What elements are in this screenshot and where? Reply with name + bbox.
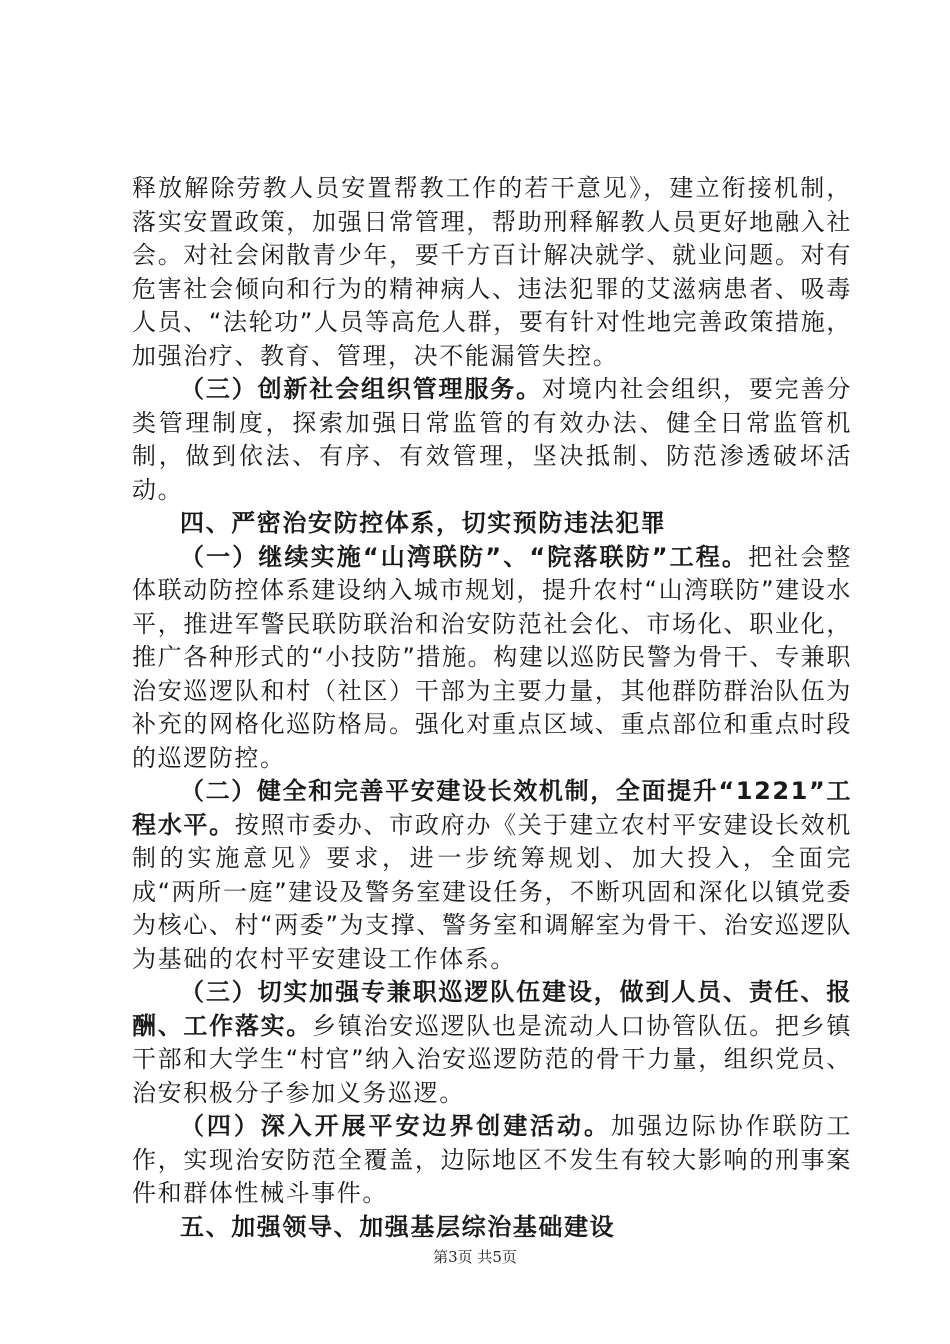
paragraph-text: 按照市委办、市政府办《关于建立农村平安建设长效机制的实施意见》要求，进一步统筹规划、加大投入，全面完成“两所一庭”建设及警务室建设任务，不断巩固和深化以镇党委为核心、村“两委”为支撑、警务室和调解室为骨干、治安巡逻队为基础的农村平安建设工作体系。 — [132, 810, 852, 973]
paragraph-lead: （四）深入开展平安边界创建活动。 — [180, 1112, 611, 1140]
paragraph-lead: （一）继续实施“山湾联防”、“院落联防”工程。 — [180, 542, 748, 571]
paragraph-lead: （三）切实加强专兼职巡逻队伍建设，做到人员、责任、报酬、工作落实。 — [132, 978, 852, 1040]
paragraph-text: 乡镇治安巡逻队也是流动人口协管队伍。把乡镇干部和大学生“村官”纳入治安巡逻防范的骨干力量，组织党员、治安积极分子参加义务巡逻。 — [132, 1011, 852, 1107]
paragraph-lead: （三）创新社会组织管理服务。 — [180, 375, 542, 403]
paragraph-text: 对境内社会组织，要完善分类管理制度，探索加强日常监管的有效办法、健全日常监管机制，做到依法、有序、有效管理，坚决抵制、防范渗透破坏活动。 — [132, 375, 852, 504]
section-heading-5: 五、加强领导、加强基层综治基础建设 — [180, 1212, 616, 1241]
paragraph-continuation — [132, 172, 852, 373]
paragraph-social-org-management — [132, 373, 852, 507]
paragraph-text: 把社会整体联动防控体系建设纳入城市规划，提升农村“山湾联防”建设水平，推进军警民联防联治和治安防范社会化、市场化、职业化，推广各种形式的“小技防”措施。构建以巡防民警为骨干、专兼职治安巡逻队和村（社区）干部为主要力量，其他群防群治队伍为补充的网格化巡防格局。强化对重点区域、重点部位和重点时段的巡逻防控。 — [132, 542, 852, 772]
paragraph-joint-defense — [132, 541, 852, 776]
paragraph-patrol-team — [132, 976, 852, 1110]
paragraph-text: 释放解除劳教人员安置帮教工作的若干意见》，建立衔接机制，落实安置政策，加强日常管理，帮助刑释解教人员更好地融入社会。对社会闲散青少年，要千方百计解决就学、就业问题。对有危害社会倾向和行为的精神病人、违法犯罪的艾滋病患者、吸毒人员、“法轮功”人员等高危人群，要有针对性地完善政策措施，加强治疗、教育、管理，决不能漏管失控。 — [132, 174, 852, 370]
paragraph-text: 加强边际协作联防工作，实现治安防范全覆盖，边际地区不发生有较大影响的刑事案件和群体性械斗事件。 — [132, 1112, 852, 1207]
paragraph-border-safety — [132, 1110, 852, 1211]
section-heading-4: 四、严密治安防控体系，切实预防违法犯罪 — [180, 509, 667, 537]
paragraph-lead: （二）健全和完善平安建设长效机制，全面提升“1221”工程水平。 — [132, 777, 852, 839]
page-number-footer: 第3页 共5页 — [433, 1248, 517, 1266]
document-body — [132, 172, 852, 1244]
paragraph-long-term-mechanism — [132, 775, 852, 976]
